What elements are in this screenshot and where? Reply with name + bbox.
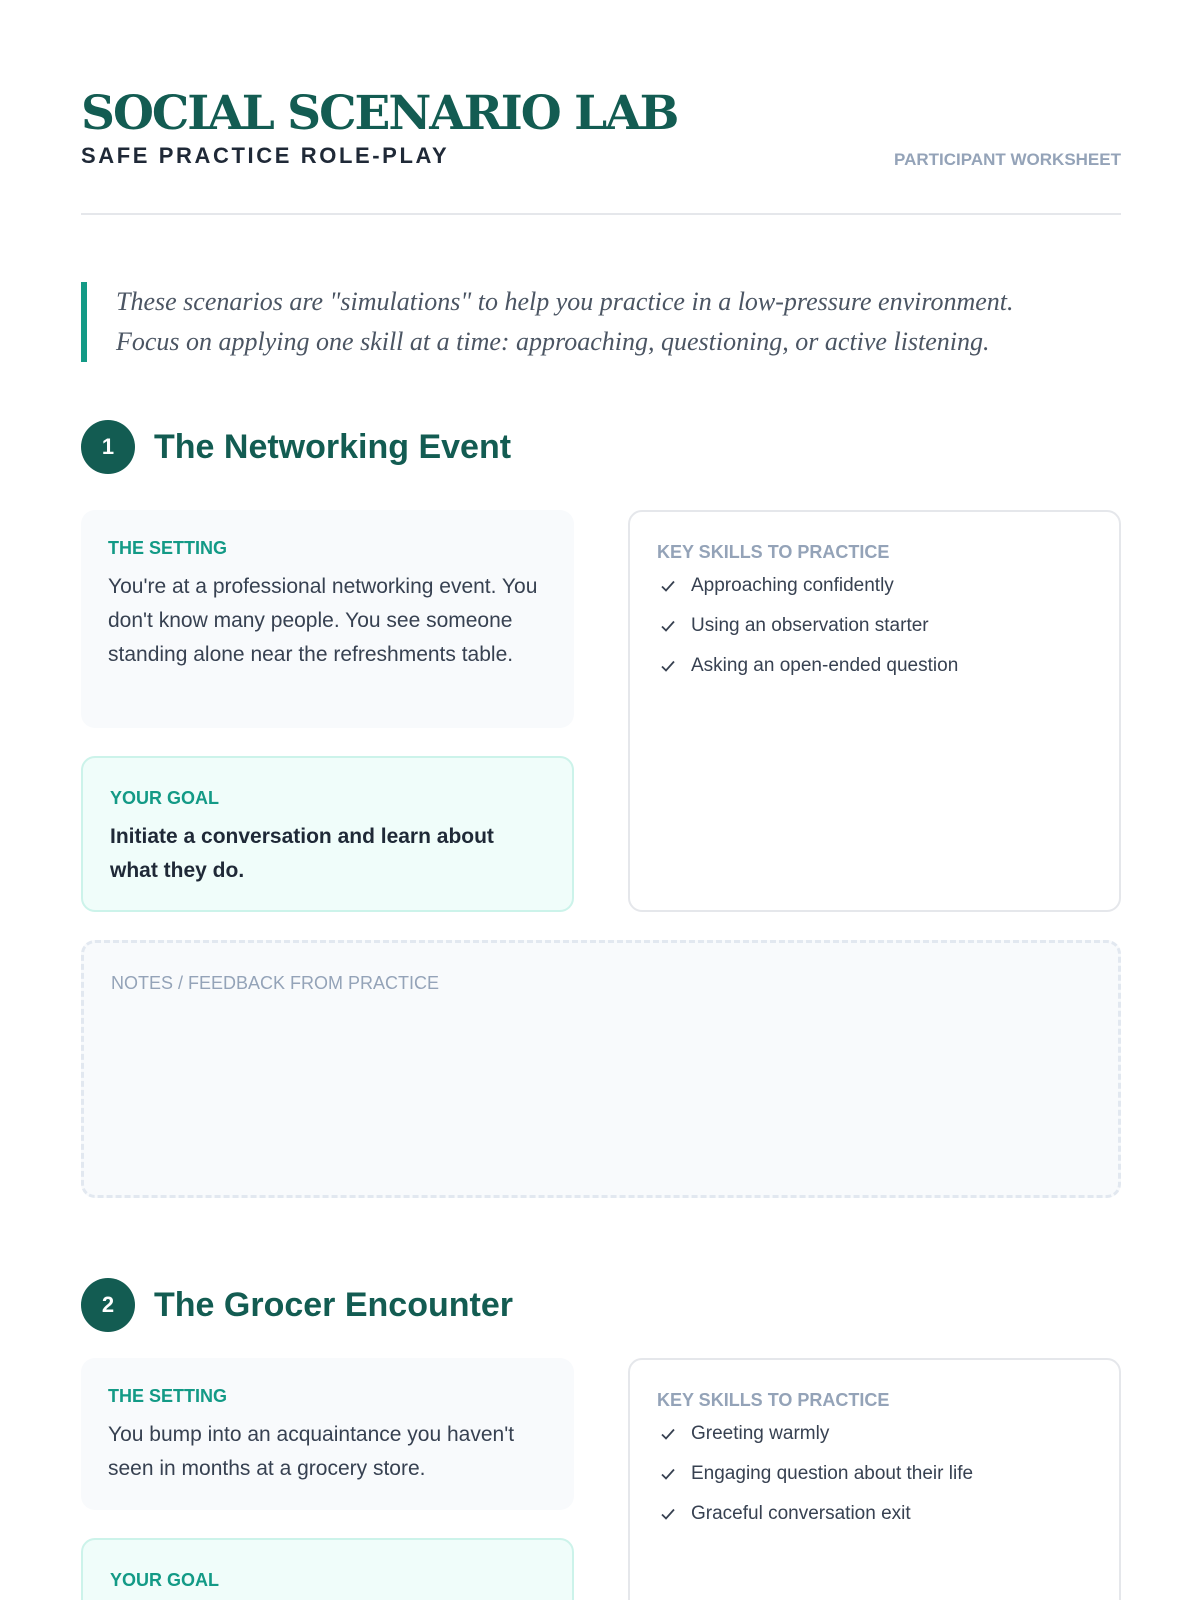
skill-label: Approaching confidently xyxy=(691,575,894,596)
notes-area[interactable] xyxy=(81,940,1121,1198)
check-icon xyxy=(659,617,677,635)
setting-label: THE SETTING xyxy=(108,538,228,558)
worksheet-page xyxy=(81,0,1121,1590)
skill-item xyxy=(657,654,1092,678)
check-icon xyxy=(659,577,677,595)
skill-label: Using an observation starter xyxy=(691,615,929,636)
setting-card xyxy=(81,1358,574,1510)
check-icon xyxy=(659,1505,677,1523)
notes-label: NOTES / FEEDBACK FROM PRACTICE xyxy=(111,973,440,993)
scenario-title: The Networking Event xyxy=(154,428,512,466)
setting-label: THE SETTING xyxy=(108,1386,228,1406)
header xyxy=(81,0,1121,215)
page-title: SOCIAL SCENARIO LAB xyxy=(81,86,678,141)
setting-text: You bump into an acquaintance you haven't seen in months at a grocery store. xyxy=(108,1423,515,1480)
intro-line-1: These scenarios are "simulations" to help you practice in a low-pressure environment. xyxy=(116,287,1014,316)
scenario-header xyxy=(81,1278,1121,1332)
skill-item xyxy=(657,1502,1092,1526)
scenario-2 xyxy=(81,1278,1121,1590)
skill-label: Graceful conversation exit xyxy=(691,1503,911,1524)
scenario-header xyxy=(81,420,1121,474)
skill-label: Engaging question about their life xyxy=(691,1463,974,1484)
intro-line-2: Focus on applying one skill at a time: approaching, questioning, or active listening. xyxy=(116,327,990,356)
document-type-label: PARTICIPANT WORKSHEET xyxy=(894,150,1121,169)
goal-label: YOUR GOAL xyxy=(110,788,220,808)
page-subtitle: SAFE PRACTICE ROLE-PLAY xyxy=(81,143,450,168)
skills-label: KEY SKILLS TO PRACTICE xyxy=(657,542,890,562)
skill-item xyxy=(657,1422,1092,1446)
skills-list xyxy=(657,574,1092,678)
goal-card xyxy=(81,1538,574,1600)
skill-item xyxy=(657,574,1092,598)
skills-card xyxy=(628,510,1121,912)
skill-item xyxy=(657,614,1092,638)
goal-card xyxy=(81,756,574,912)
skill-label: Asking an open-ended question xyxy=(691,655,959,676)
scenario-title: The Grocer Encounter xyxy=(154,1286,513,1324)
setting-text: You're at a professional networking event. You don't know many people. You see someone standing alone near the refreshments table. xyxy=(108,575,538,666)
setting-card xyxy=(81,510,574,728)
skill-item xyxy=(657,1462,1092,1486)
scenario-1 xyxy=(81,420,1121,993)
skill-label: Greeting warmly xyxy=(691,1423,830,1444)
goal-text: Initiate a conversation and learn about what they do. xyxy=(110,825,494,882)
scenario-number-badge: 1 xyxy=(81,420,135,474)
intro-callout xyxy=(81,282,1121,362)
skills-label: KEY SKILLS TO PRACTICE xyxy=(657,1390,890,1410)
check-icon xyxy=(659,657,677,675)
skills-list xyxy=(657,1422,1092,1526)
check-icon xyxy=(659,1425,677,1443)
skills-card xyxy=(628,1358,1121,1600)
check-icon xyxy=(659,1465,677,1483)
goal-label: YOUR GOAL xyxy=(110,1570,220,1590)
scenario-number-badge: 2 xyxy=(81,1278,135,1332)
